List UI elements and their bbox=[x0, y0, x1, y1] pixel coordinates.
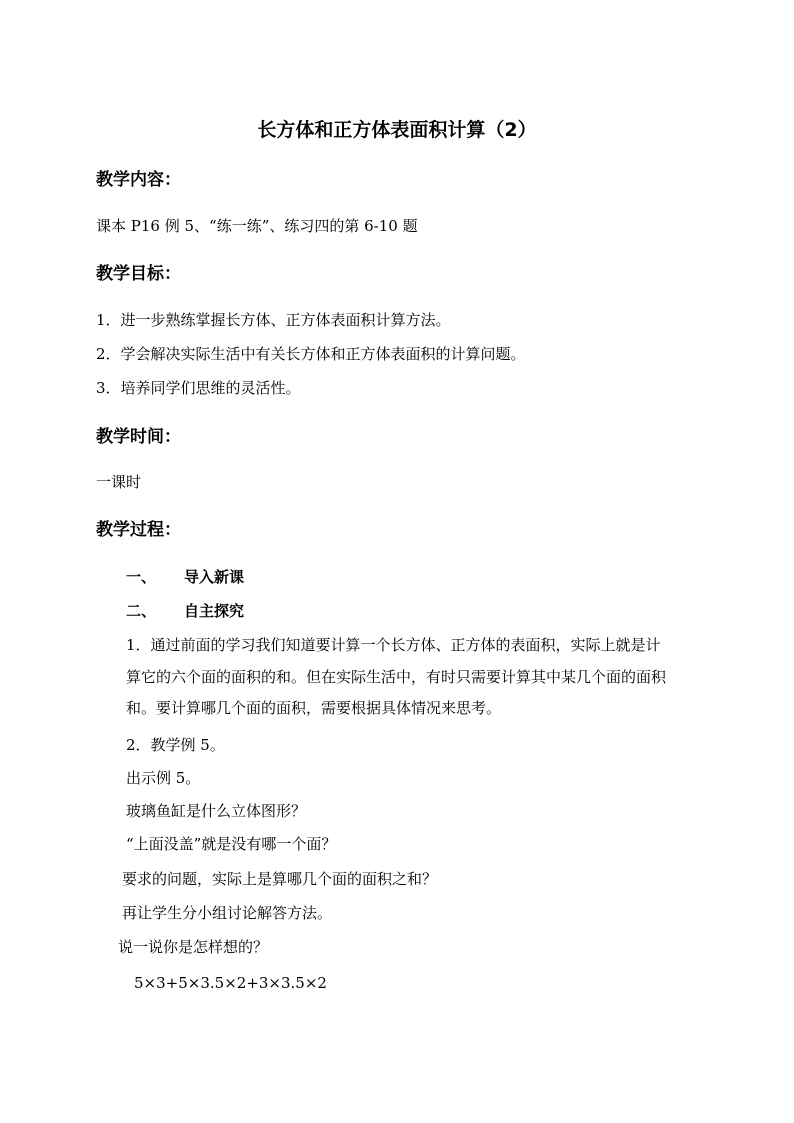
process-line-5: 要求的问题，实际上是算哪几个面的面积之和？ bbox=[122, 870, 438, 888]
goal-item-2: 2．学会解决实际生活中有关长方体和正方体表面积的计算问题。 bbox=[96, 345, 526, 363]
process-step-1-label: 导入新课 bbox=[184, 568, 245, 586]
paragraph-line-1: 1．通过前面的学习我们知道要计算一个长方体、正方体的表面积，实际上就是计 bbox=[126, 636, 661, 654]
process-line-1: 2．教学例 5。 bbox=[126, 736, 225, 754]
content-text: 课本 P16 例 5、“练一练”、练习四的第 6-10 题 bbox=[96, 217, 418, 235]
process-step-1-number: 一、 bbox=[126, 568, 157, 586]
paragraph-line-3: 和。要计算哪几个面的面积，需要根据具体情况来思考。 bbox=[126, 699, 502, 717]
process-step-1 bbox=[126, 567, 244, 587]
process-line-3: 玻璃鱼缸是什么立体图形？ bbox=[126, 802, 307, 820]
goal-item-3: 3．培养同学们思维的灵活性。 bbox=[96, 379, 301, 397]
time-text: 一课时 bbox=[96, 473, 142, 491]
paragraph-line-2: 算它的六个面的面积的和。但在实际生活中，有时只需要计算其中某几个面的面积 bbox=[126, 668, 667, 686]
time-heading: 教学时间： bbox=[96, 427, 181, 447]
process-line-4: “上面没盖”就是没有哪一个面？ bbox=[126, 835, 337, 853]
process-step-2-label: 自主探究 bbox=[184, 602, 245, 620]
process-step-2 bbox=[126, 601, 244, 621]
process-heading: 教学过程： bbox=[96, 520, 181, 540]
goals-heading: 教学目标： bbox=[96, 264, 181, 284]
document-title: 长方体和正方体表面积计算（2） bbox=[257, 119, 537, 141]
process-step-2-number: 二、 bbox=[126, 602, 157, 620]
process-line-6: 再让学生分小组讨论解答方法。 bbox=[122, 904, 333, 922]
process-line-7: 说一说你是怎样想的？ bbox=[118, 938, 269, 956]
process-line-2: 出示例 5。 bbox=[126, 769, 201, 787]
goal-item-1: 1．进一步熟练掌握长方体、正方体表面积计算方法。 bbox=[96, 311, 451, 329]
formula-line: 5×3+5×3.5×2+3×3.5×2 bbox=[134, 974, 327, 992]
content-heading: 教学内容： bbox=[96, 170, 181, 190]
